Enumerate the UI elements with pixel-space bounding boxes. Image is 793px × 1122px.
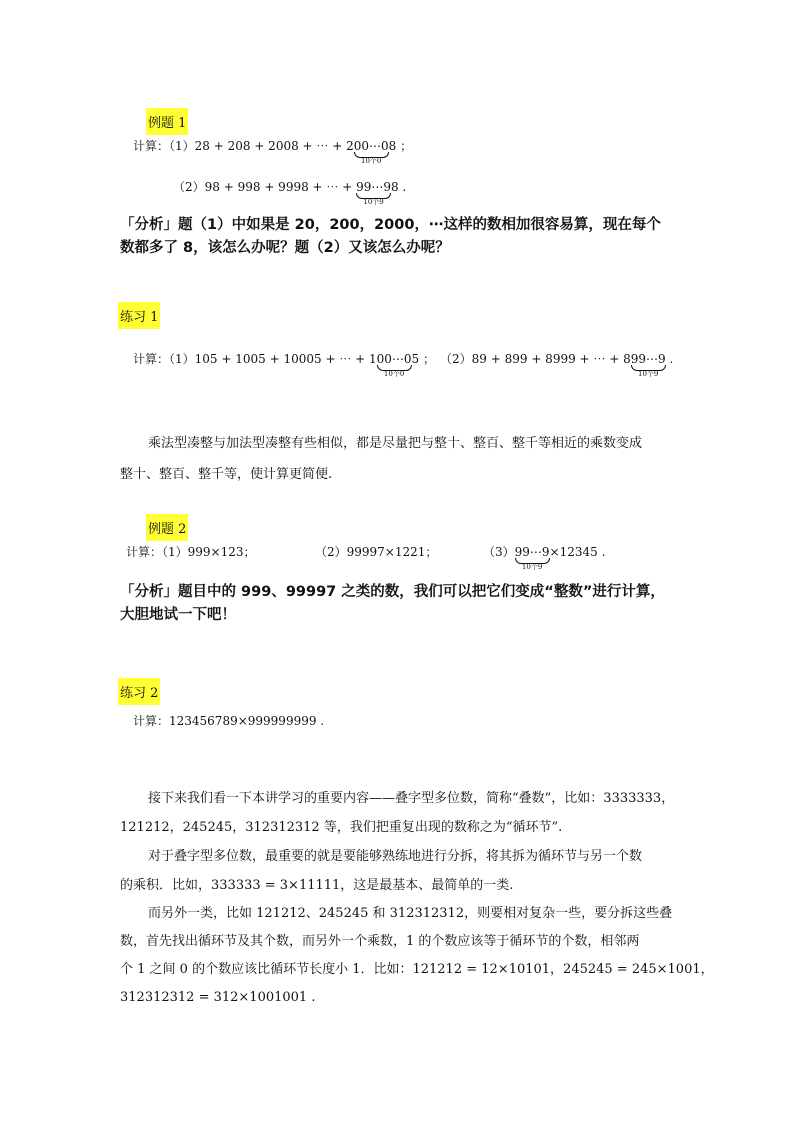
- example-2-problem-3: [483, 543, 606, 571]
- overbrace-group: [353, 139, 389, 165]
- body-line-5: 而另外一类，比如 121212、245245 和 312312312，则要相对复杂一些，要分拆这些叠: [148, 906, 673, 921]
- brace-label: 10个0: [383, 370, 405, 378]
- example-1-p1-expr: 28 + 208 + 2008 + ⋯ + 2: [194, 139, 354, 153]
- analysis-2-line-1: 「分析」题目中的 999、99997 之类的数，我们可以把它们变成“整数”进行计算，: [120, 584, 665, 600]
- practice-1-problem-2: [440, 350, 674, 378]
- brace-label: 10个0: [361, 157, 382, 165]
- practice-1-p2-label: （2）: [440, 352, 472, 366]
- body-line-2: 121212，245245，312312312 等，我们把重复出现的数称之为“循环节”.: [120, 820, 563, 835]
- repeated-digits: 99⋯9: [514, 545, 550, 559]
- analysis-2-line-2: 大胆地试一下吧！: [120, 607, 236, 623]
- body-line-6: 数，首先找出循环节及其个数，而另外一个乘数，1 的个数应该等于循环节的个数，相邻两: [120, 934, 640, 949]
- intro-line-2: 整十、整百、整千等，使计算更简便.: [120, 467, 333, 482]
- practice-1-problem-1: [133, 350, 435, 378]
- overbrace-group: [630, 352, 666, 378]
- practice-1-p2-expr: 89 + 899 + 8999 + ⋯ + 8: [471, 352, 631, 366]
- repeated-digits: 00⋯0: [376, 352, 412, 366]
- example-2-problem-1: 计算：（1）999×123；: [126, 545, 256, 559]
- practice-1-p1-expr: 105 + 1005 + 10005 + ⋯ + 1: [194, 352, 377, 366]
- example-2-title: 例题 2: [146, 514, 188, 541]
- analysis-1-line-1: 「分析」题（1）中如果是 20，200，2000，⋯这样的数相加很容易算，现在每个: [120, 217, 661, 233]
- intro-line-1: 乘法型凑整与加法型凑整有些相似，都是尽量把与整十、整百、整千等相近的乘数变成: [148, 436, 643, 451]
- repeated-digits: 00⋯0: [353, 139, 389, 153]
- body-line-7: 个 1 之间 0 的个数应该比循环节长度小 1．比如：121212 = 12×10101，245245 = 245×1001，: [120, 962, 714, 977]
- practice-1-title: 练习 1: [118, 302, 160, 329]
- example-2-problem-2: （2）99997×1221；: [315, 545, 438, 559]
- practice-1-p2-tail: .: [665, 352, 674, 366]
- example-1-title: 例题 1: [146, 108, 188, 135]
- repeated-digits: 99⋯9: [356, 180, 391, 194]
- brace-label: 10个9: [638, 370, 659, 378]
- overbrace-group: [376, 352, 412, 378]
- example-1-p2-label: （2）: [173, 180, 205, 194]
- practice-1-p1-tail: 5 ；: [411, 352, 435, 366]
- body-line-1: 接下来我们看一下本讲学习的重要内容——叠字型多位数，简称“叠数”，比如：3333333，: [148, 791, 675, 806]
- example-1-problem-2: [173, 178, 407, 206]
- example-1-problem-1: [133, 137, 413, 165]
- body-line-4: 的乘积．比如，333333 = 3×11111，这是最基本、最简单的一类.: [120, 878, 514, 893]
- practice-2-problem-1: 计算：123456789×999999999 .: [133, 714, 325, 728]
- brace-label: 10个9: [363, 198, 384, 206]
- body-line-8: 312312312 = 312×1001001 .: [120, 990, 316, 1005]
- body-line-3: 对于叠字型多位数，最重要的就是要能够熟练地进行分拆，将其拆为循环节与另一个数: [148, 849, 643, 864]
- example-1-p2-tail: 8 .: [391, 180, 407, 194]
- overbrace-group: [356, 180, 391, 206]
- example-1-p1-tail: 8 ；: [388, 139, 413, 153]
- example-2-p3-tail: ×12345 .: [549, 545, 606, 559]
- example-2-p3-label: （3）: [483, 545, 515, 559]
- practice-1-prefix: 计算：（1）: [133, 352, 195, 366]
- overbrace-group: [514, 545, 550, 571]
- practice-2-title: 练习 2: [118, 678, 160, 705]
- example-1-prefix: 计算：（1）: [133, 139, 195, 153]
- repeated-digits: 99⋯9: [630, 352, 666, 366]
- analysis-1-line-2: 数都多了 8，该怎么办呢？题（2）又该怎么办呢？: [120, 240, 450, 256]
- brace-label: 10个9: [521, 563, 543, 571]
- example-1-p2-expr: 98 + 998 + 9998 + ⋯ +: [204, 180, 357, 194]
